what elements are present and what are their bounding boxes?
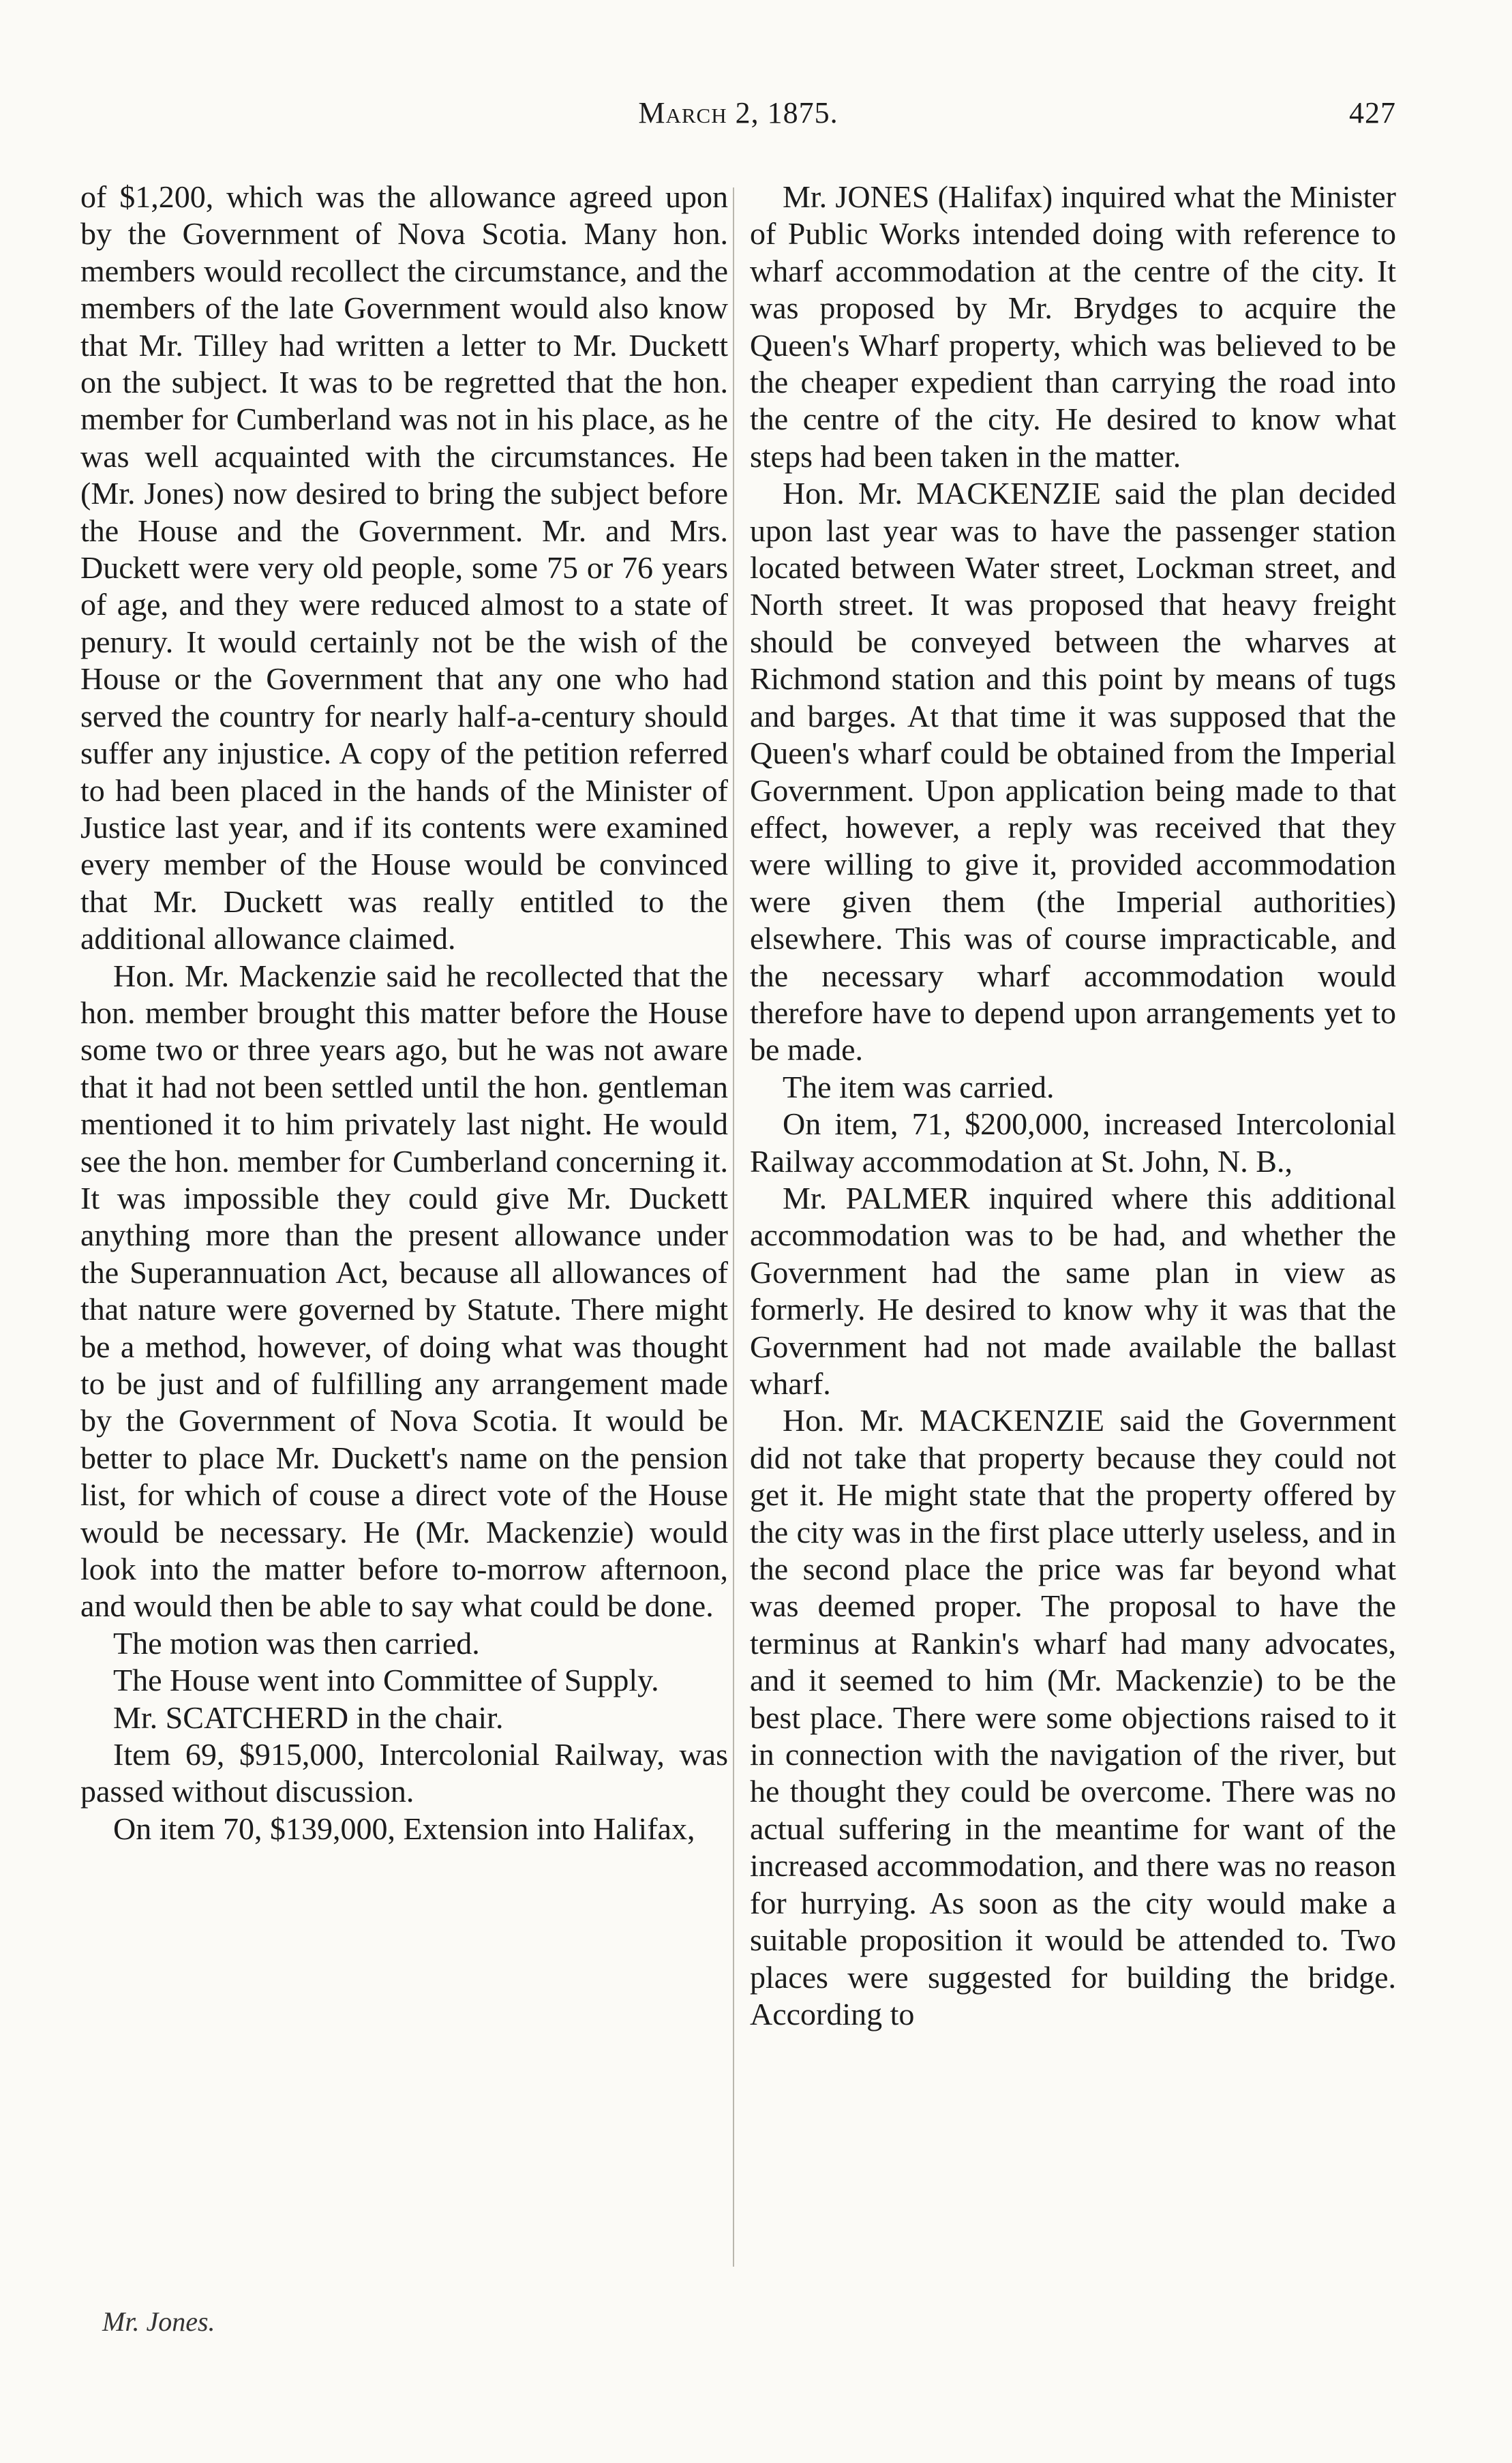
- paragraph: Mr. JONES (Halifax) inquired what the Minister of Public Works intended doing with reference to wharf accommodation at the centre of the city. It was proposed by Mr. Brydges to acquire the Queen's Wharf property, which was believed to be the cheaper expedient than carrying the road into the centre of the city. He desired to know what steps had been taken in the matter.: [750, 179, 1396, 474]
- paragraph: The motion was then carried.: [113, 1625, 480, 1661]
- right-column: [750, 179, 1396, 2033]
- paragraph: The House went into Committee of Supply.: [113, 1663, 659, 1698]
- paragraph: of $1,200, which was the allowance agreed upon by the Government of Nova Scotia. Many hon. members would recollect the circumstance, and the members of the late Government would also know that Mr. Tilley had written a letter to Mr. Duckett on the subject. It was to be regretted that the hon. member for Cumberland was not in his place, as he was well acquainted with the circumstances. He (Mr. Jones) now desired to bring the subject before the House and the Government. Mr. and Mrs. Duckett were very old people, some 75 or 76 years of age, and they were reduced almost to a state of penury. It would certainly not be the wish of the House or the Government that any one who had served the country for nearly half-a-century should suffer any injustice. A copy of the petition referred to had been placed in the hands of the Minister of Justice last year, and if its contents were examined every member of the House would be convinced that Mr. Duckett was really entitled to the additional allowance claimed.: [80, 179, 728, 956]
- page-date: March 2, 1875.: [638, 96, 838, 130]
- paragraph: On item 70, $139,000, Extension into Halifax,: [113, 1811, 695, 1846]
- paragraph: Hon. Mr. MACKENZIE said the plan decided upon last year was to have the passenger station located between Water street, Lockman street, and North street. It was proposed that heavy freight should be conveyed between the wharves at Richmond station and this point by means of tugs and barges. At that time it was supposed that the Queen's wharf could be obtained from the Imperial Government. Upon application being made to that effect, however, a reply was received that they were willing to give it, provided accommodation were given them (the Imperial authorities) elsewhere. This was of course impracticable, and the necessary wharf accommodation would therefore have to depend upon arrangements yet to be made.: [750, 476, 1396, 1068]
- paragraph: The item was carried.: [783, 1069, 1055, 1104]
- handwritten-signature: Mr. Jones.: [102, 2306, 215, 2337]
- paragraph: Hon. Mr. Mackenzie said he recollected that the hon. member brought this matter before the House some two or three years ago, but he was not aware that it had not been settled until the hon. gentleman mentioned it to him privately last night. He would see the hon. member for Cumberland concerning it. It was impossible they could give Mr. Duckett anything more than the present allowance under the Superannuation Act, because all allowances of that nature were governed by Statute. There might be a method, however, of doing what was thought to be just and of fulfilling any arrangement made by the Government of Nova Scotia. It would be better to place Mr. Duckett's name on the pension list, for which of couse a direct vote of the House would be necessary. He (Mr. Mackenzie) would look into the matter before to-morrow afternoon, and would then be able to say what could be done.: [80, 958, 728, 1624]
- page-number: 427: [1349, 96, 1396, 130]
- paragraph: Mr. PALMER inquired where this additional accommodation was to be had, and whether the Government had the same plan in view as formerly. He desired to know why it was that the Government had not made available the ballast wharf.: [750, 1180, 1396, 1401]
- paragraph: Mr. SCATCHERD in the chair.: [113, 1699, 504, 1735]
- paragraph: Hon. Mr. MACKENZIE said the Government did not take that property because they could not get it. He might state that the property offered by the city was in the first place utterly useless, and in the second place the price was far beyond what was deemed proper. The proposal to have the terminus at Rankin's wharf had many advocates, and it seemed to him (Mr. Mackenzie) to be the best place. There were some objections raised to it in connection with the navigation of the river, but he thought they could be overcome. There was no actual suffering in the meantime for want of the increased accommodation, and there was no reason for hurrying. As soon as the city would make a suitable proposition it would be attended to. Two places were suggested for building the bridge. According to: [750, 1403, 1396, 2031]
- left-column: [80, 179, 728, 1847]
- paragraph: Item 69, $915,000, Intercolonial Railway, was passed without discussion.: [80, 1737, 728, 1809]
- column-divider: [733, 187, 734, 2267]
- page-header: [80, 95, 1396, 143]
- paragraph: On item, 71, $200,000, increased Intercolonial Railway accommodation at St. John, N. B.,: [750, 1106, 1396, 1179]
